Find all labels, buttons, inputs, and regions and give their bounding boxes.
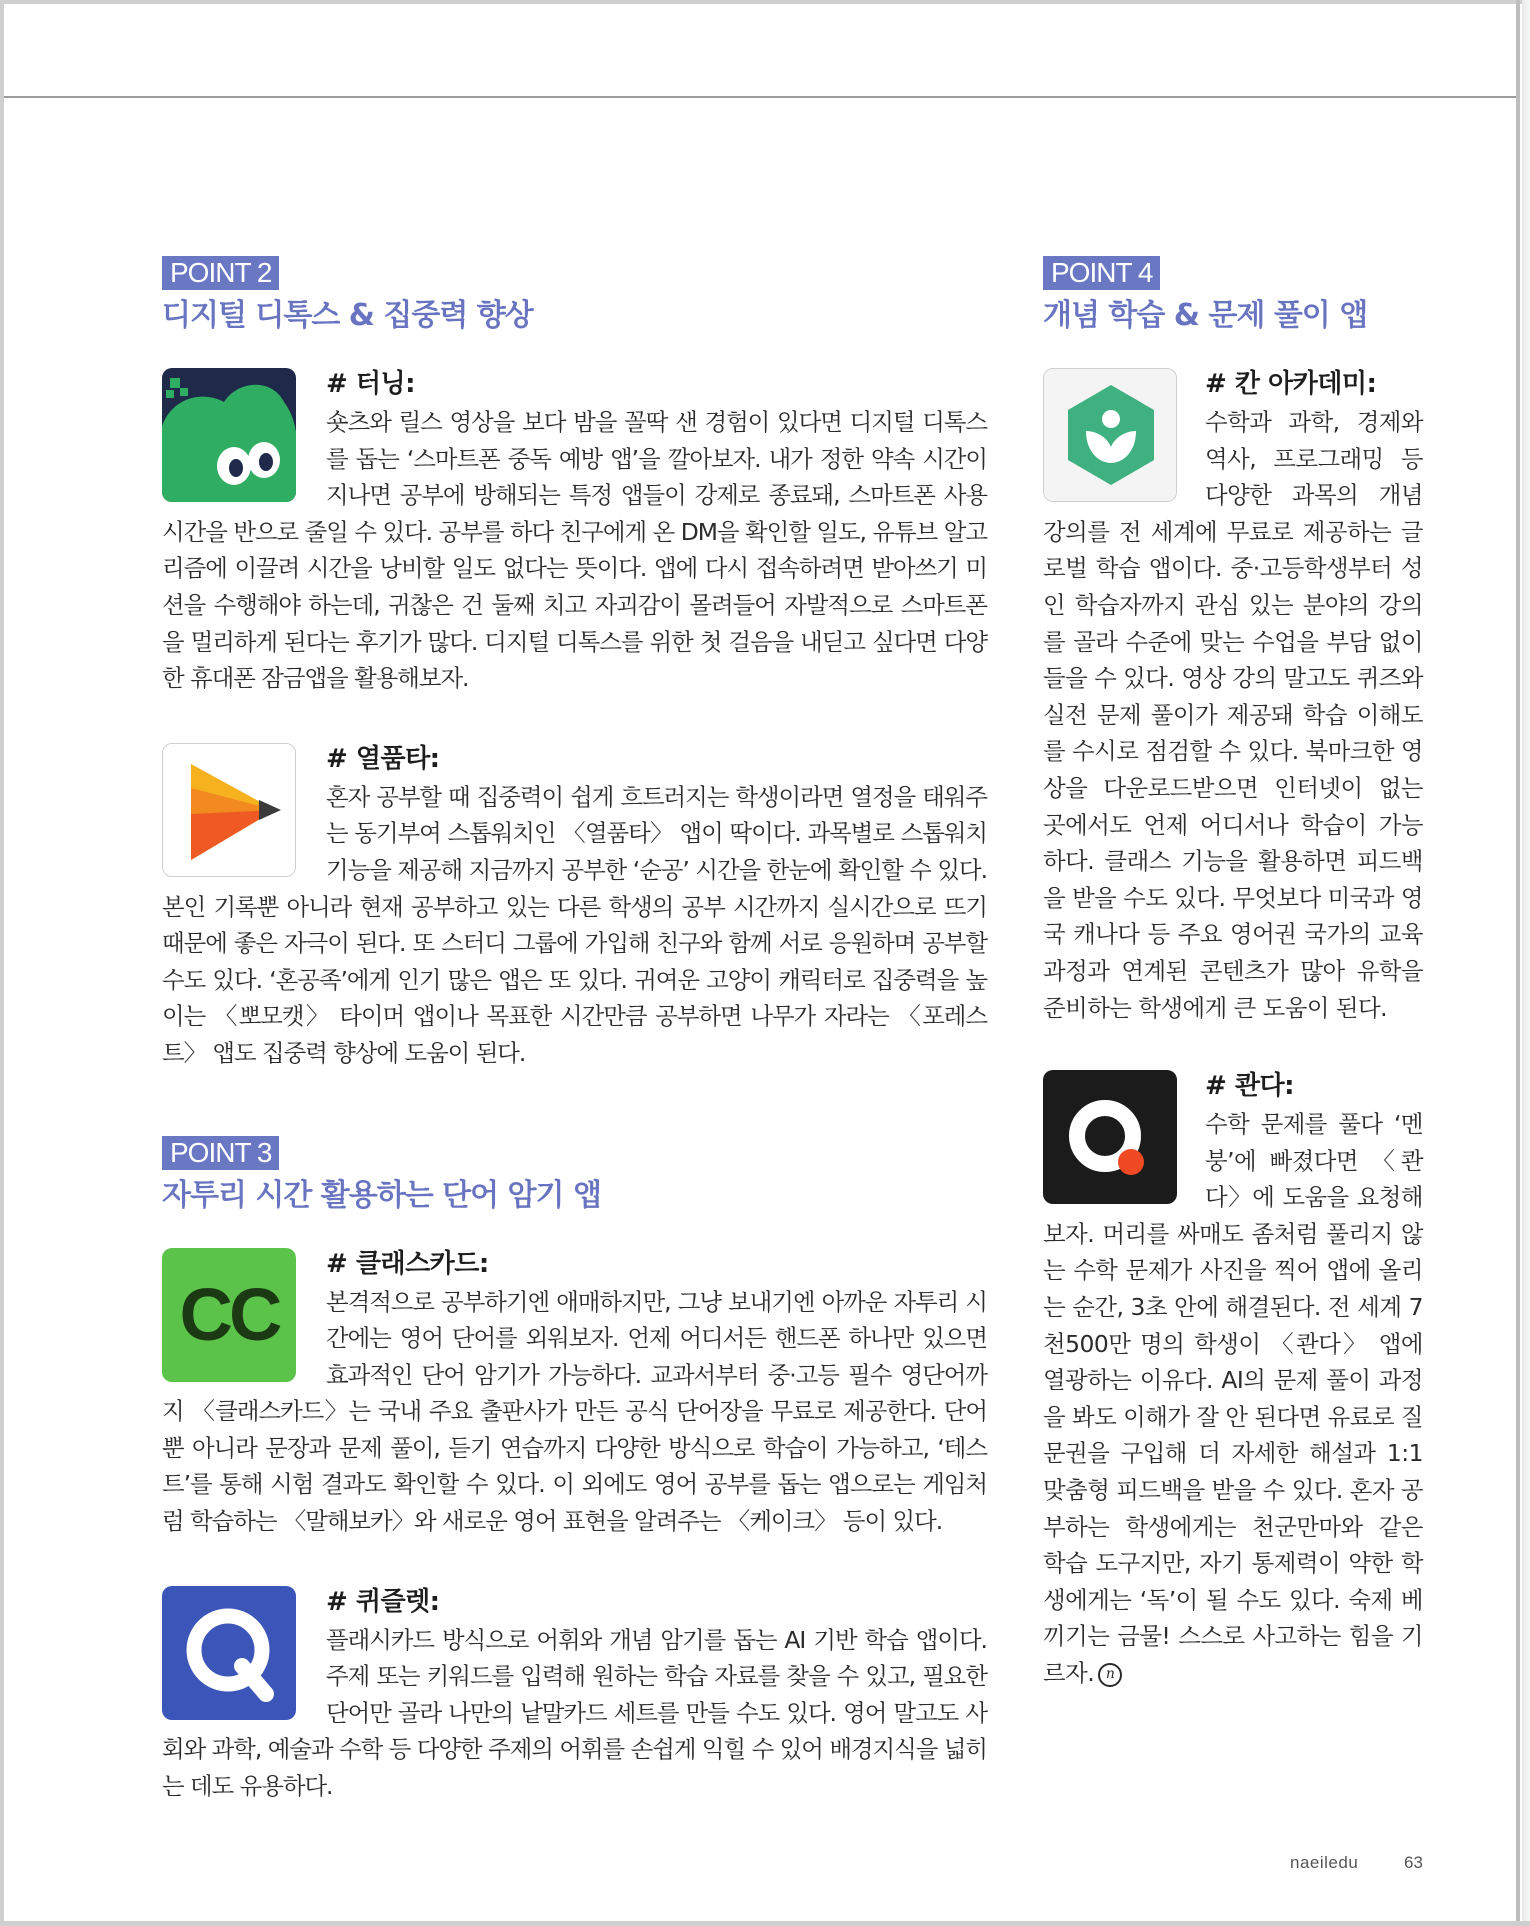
yeolpumta-entry — [162, 743, 987, 1072]
khan-academy-app-icon — [1043, 368, 1177, 502]
point2-title: 디지털 디톡스 & 집중력 향상 — [162, 298, 533, 333]
point4-title: 개념 학습 & 문제 풀이 앱 — [1043, 298, 1368, 333]
point2-tag: POINT 2 — [162, 256, 279, 290]
quizlet-title: # 퀴즐렛: — [326, 1586, 440, 1617]
page-border-right — [1516, 0, 1520, 1926]
page-number: 63 — [1404, 1853, 1423, 1872]
qanda-entry — [1043, 1070, 1423, 1692]
tuning-body: 숏츠와 릴스 영상을 보다 밤을 꼴딱 샌 경험이 있다면 디지털 디톡스를 돕는 ‘스마트폰 중독 예방 앱’을 깔아보자. 내가 정한 약속 시간이 지나면 공부에 방해되는 특정 앱들이 강제로 종료돼, 스마트폰 사용 시간을 반으로 줄일 수 있다. 공부를 하다 친구에게 온 DM을 확인할 일도, 유튜브 알고리즘에 이끌려 시간을 낭비할 일도 없다는 뜻이다. 앱에 다시 접속하려면 받아쓰기 미션을 수행해야 하는데, 귀찮은 건 둘째 치고 자괴감이 몰려들어 자발적으로 스마트폰을 멀리하게 된다는 후기가 많다. 디지털 디톡스를 위한 첫 걸음을 내딛고 싶다면 다양한 휴대폰 잠금앱을 활용해보자. — [162, 408, 987, 693]
page-border-bottom — [0, 1921, 1530, 1926]
right-column — [1043, 256, 1423, 1692]
footer-brand: naeiledu — [1290, 1853, 1359, 1872]
quizlet-entry — [162, 1586, 987, 1805]
page-edge-right — [1522, 0, 1530, 1926]
point2-section — [162, 256, 987, 1072]
point3-tag: POINT 3 — [162, 1136, 279, 1170]
quizlet-body: 플래시카드 방식으로 어휘와 개념 암기를 돕는 AI 기반 학습 앱이다. 주제 또는 키워드를 입력해 원하는 학습 자료를 찾을 수 있고, 필요한 단어만 골라 나만의 낱말카드 세트를 만들 수도 있다. 영어 말고도 사회와 과학, 예술과 수학 등 다양한 주제의 어휘를 손쉽게 익힐 수 있어 배경지식을 넓히는 데도 유용하다. — [162, 1625, 988, 1801]
tuning-entry — [162, 368, 987, 697]
classcard-entry — [162, 1248, 987, 1540]
khan-academy-body: 수학과 과학, 경제와 역사, 프로그래밍 등 다양한 과목의 개념 강의를 전 세계에 무료로 제공하는 글로벌 학습 앱이다. 중·고등학생부터 성인 학습자까지 관심 있는 분야의 강의를 골라 수준에 맞는 수업을 부담 없이 들을 수 있다. 영상 강의 말고도 퀴즈와 실전 문제 풀이가 제공돼 학습 이해도를 수시로 점검할 수 있다. 북마크한 영상을 다운로드받으면 인터넷이 없는 곳에서도 언제 어디서나 학습이 가능하다. 클래스 기능을 활용하면 피드백을 받을 수도 있다. 무엇보다 미국과 영국 캐나다 등 주요 영어권 국가의 교육과정과 연계된 콘텐츠가 많아 유학을 준비하는 학생에게 큰 도움이 된다. — [1043, 408, 1423, 1022]
tuning-app-icon — [162, 368, 296, 502]
qanda-app-icon — [1043, 1070, 1177, 1204]
point4-section — [1043, 256, 1423, 1692]
classcard-app-icon — [162, 1248, 296, 1382]
yeolpumta-title: # 열품타: — [326, 743, 440, 774]
yeolpumta-body: 혼자 공부할 때 집중력이 쉽게 흐트러지는 학생이라면 열정을 태워주는 동기부여 스톱워치인 〈열품타〉 앱이 딱이다. 과목별로 스톱워치 기능을 제공해 지금까지 공부한 ‘순공’ 시간을 한눈에 확인할 수 있다. 본인 기록뿐 아니라 현재 공부하고 있는 다른 학생의 공부 시간까지 실시간으로 뜨기 때문에 좋은 자극이 된다. 또 스터디 그룹에 가입해 친구와 함께 서로 응원하며 공부할 수도 있다. ‘혼공족’에게 인기 많은 앱은 또 있다. 귀여운 고양이 캐릭터로 집중력을 높이는 〈뽀모캣〉 타이머 앱이나 목표한 시간만큼 공부하면 나무가 자라는 〈포레스트〉 앱도 집중력 향상에 도움이 된다. — [162, 782, 987, 1067]
left-column — [162, 256, 987, 1805]
qanda-body-text: 수학 문제를 풀다 ‘멘붕’에 빠졌다면 〈콴다〉에 도움을 요청해보자. 머리를 싸매도 좀처럼 풀리지 않는 수학 문제가 사진을 찍어 앱에 올리는 순간, 3초 안에 해결된다. 전 세계 7천500만 명의 학생이 〈콴다〉 앱에 열광하는 이유다. AI의 문제 풀이 과정을 봐도 이해가 잘 안 된다면 유료로 질문권을 구입해 더 자세한 해설과 1:1 맞춤형 피드백을 받을 수 있다. 혼자 공부하는 학생에게는 천군만마와 같은 학습 도구지만, 자기 통제력이 약한 학생에게는 ‘독’이 될 수도 있다. 숙제 베끼기는 금물! 스스로 사고하는 힘을 기르자. — [1043, 1110, 1423, 1687]
point3-section — [162, 1136, 987, 1805]
point3-title: 자투리 시간 활용하는 단어 암기 앱 — [162, 1177, 601, 1213]
page-border-left — [0, 0, 4, 1926]
khan-academy-entry — [1043, 368, 1423, 1026]
qanda-title: # 콴다: — [1205, 1071, 1294, 1102]
classcard-title: # 클래스카드: — [326, 1248, 489, 1279]
point4-tag: POINT 4 — [1043, 256, 1160, 290]
tuning-title: # 터닝: — [326, 369, 415, 399]
end-mark: n — [1098, 1663, 1122, 1687]
quizlet-app-icon — [162, 1586, 296, 1720]
yeolpumta-app-icon — [162, 743, 296, 877]
khan-academy-title: # 칸 아카데미: — [1205, 369, 1377, 399]
classcard-icon-text: CC — [179, 1272, 279, 1356]
classcard-body: 본격적으로 공부하기엔 애매하지만, 그냥 보내기엔 아까운 자투리 시간에는 영어 단어를 외워보자. 언제 어디서든 핸드폰 하나만 있으면 효과적인 단어 암기가 가능하다. 교과서부터 중·고등 필수 영단어까지 〈클래스카드〉는 국내 주요 출판사가 만든 공식 단어장을 무료로 제공한다. 단어뿐 아니라 문장과 문제 풀이, 듣기 연습까지 다양한 방식으로 학습이 가능하고, ‘테스트’를 통해 시험 결과도 확인할 수 있다. 이 외에도 영어 공부를 돕는 앱으로는 게임처럼 학습하는 〈말해보카〉와 새로운 영어 표현을 알려주는 〈케이크〉 등이 있다. — [162, 1287, 987, 1536]
page-border-top — [0, 0, 1530, 4]
header-rule — [4, 96, 1516, 98]
